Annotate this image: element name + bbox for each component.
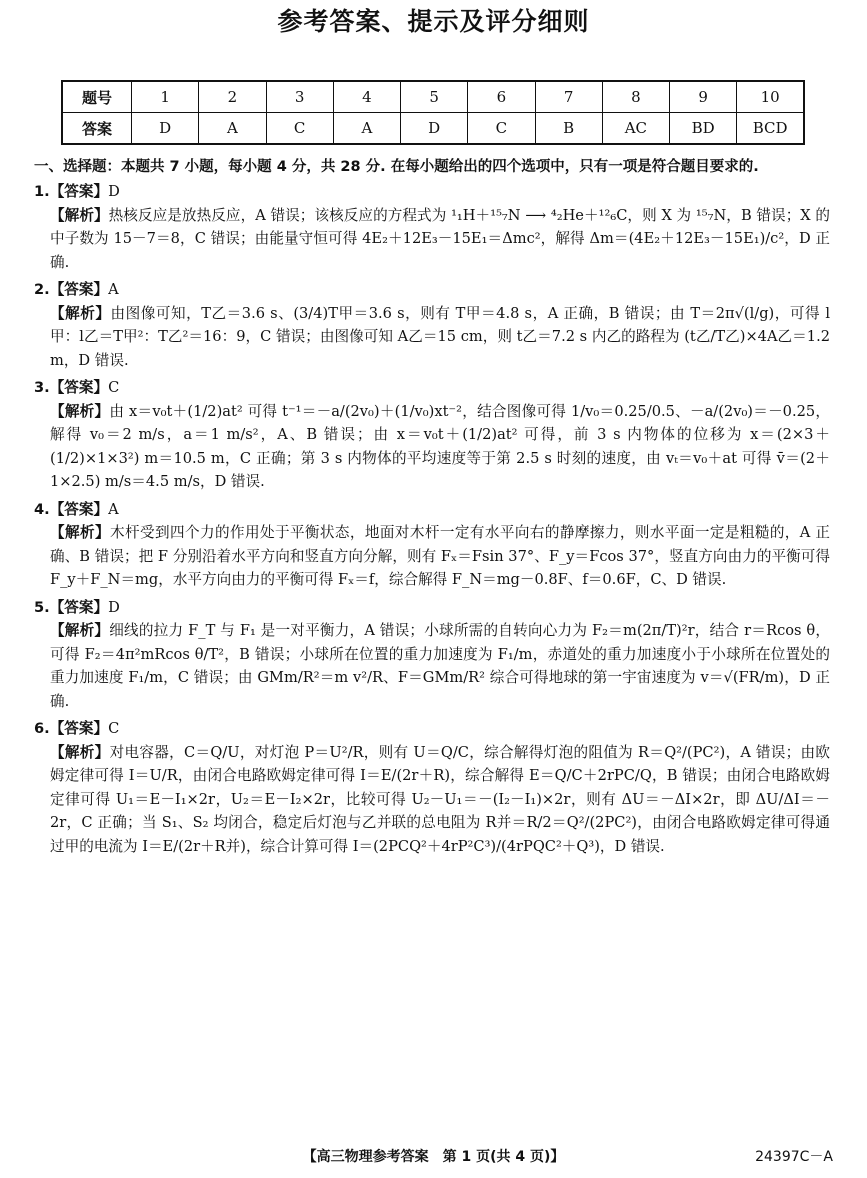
answer-tag: 【答案】: [49, 500, 109, 518]
table-row-answers: [62, 113, 804, 145]
table-cell: BCD: [737, 113, 804, 145]
question-block: [34, 498, 830, 592]
answer-line: [34, 376, 830, 400]
question-block: [34, 376, 830, 494]
answer-line: [34, 278, 830, 302]
table-cell: 6: [468, 81, 535, 113]
question-block: [34, 278, 830, 372]
section-heading: 一、选择题：本题共 7 小题，每小题 4 分，共 28 分. 在每小题给出的四个选项中，只有一项是符合题目要求的.: [34, 159, 759, 175]
table-cell: B: [535, 113, 602, 145]
question-block: [34, 596, 830, 714]
explanation-text: 细线的拉力 F_T 与 F₁ 是一对平衡力，A 错误；小球所需的自转向心力为 F₂＝m(2π/T)²r，结合 r＝Rcos θ，可得 F₂＝4π²mRcos θ/T²，B 错误；小球所在位置的重力加速度为 F₁/m，赤道处的重力加速度小于小球所在位置处的重力加速度 F₁/m，C 错误；由 GMm/R²＝m v²/R、F＝GMm/R² 综合可得地球的第一宇宙速度为 v＝√(FR/m)，D 正确.: [50, 622, 830, 710]
table-cell: A: [333, 113, 400, 145]
table-cell: 9: [670, 81, 737, 113]
explanation-text: 由图像可知，T乙＝3.6 s、(3/4)T甲＝3.6 s，则有 T甲＝4.8 s，A 正确，B 错误；由 T＝2π√(l/g)，可得 l甲：l乙＝T甲²：T乙²＝16：9，C 错误；由图像可知 A乙＝15 cm，则 t乙＝7.2 s 内乙的路程为 (t乙/T乙)×4A乙＝1.2 m，D 错误.: [50, 304, 830, 369]
answer-value: A: [108, 500, 119, 518]
explain-tag: 【解析】: [50, 524, 110, 541]
explanation-text: 木杆受到四个力的作用处于平衡状态，地面对木杆一定有水平向右的静摩擦力，则水平面一定是粗糙的，A 正确、B 错误；把 F 分别沿着水平方向和竖直方向分解，则有 Fₓ＝Fsin 37°、F_y＝Fcos 37°，竖直方向由力的平衡可得 F_y＋F_N＝mg，水平方向由力的平衡可得 Fₓ＝f，综合解得 F_N＝mg－0.8F、f＝0.6F，C、D 错误.: [50, 524, 830, 588]
table-cell: D: [401, 113, 468, 145]
question-block: [34, 717, 830, 858]
row-header-answer: 答案: [62, 113, 132, 145]
answer-table: [61, 80, 805, 145]
answer-line: [34, 498, 830, 522]
explain-tag: 【解析】: [50, 743, 110, 761]
answer-tag: 【答案】: [49, 720, 109, 737]
explain-tag: 【解析】: [50, 402, 110, 420]
table-row-numbers: [62, 81, 804, 113]
answer-tag: 【答案】: [49, 281, 109, 298]
explanation: [34, 400, 830, 494]
question-block: [34, 180, 830, 274]
answer-content: [34, 180, 830, 862]
answer-line: [34, 180, 830, 204]
answer-tag: 【答案】: [49, 379, 109, 396]
question-number: 5.: [34, 598, 50, 616]
answer-value: C: [108, 720, 120, 737]
question-number: 2.: [34, 281, 50, 298]
explanation: [34, 521, 830, 592]
answer-line: [34, 717, 830, 741]
question-number: 6.: [34, 720, 50, 737]
explain-tag: 【解析】: [50, 304, 111, 322]
explanation: [34, 619, 830, 713]
table-cell: C: [266, 113, 333, 145]
explanation: [34, 204, 830, 275]
question-number: 4.: [34, 500, 50, 518]
table-cell: 7: [535, 81, 602, 113]
footer-code: 24397C－A: [755, 1149, 833, 1165]
explanation-text: 对电容器，C＝Q/U，对灯泡 P＝U²/R，则有 U＝Q/C，综合解得灯泡的阻值为 R＝Q²/(PC²)，A 错误；由欧姆定律可得 I＝U/R，由闭合电路欧姆定律可得 I＝E/(2r＋R)，综合解得 E＝Q/C＋2rPC/Q，B 错误；由闭合电路欧姆定律可得 U₁＝E－I₁×2r，U₂＝E－I₂×2r，比较可得 U₂－U₁＝－(I₂－I₁)×2r，则有 ΔU＝－ΔI×2r，即 ΔU/ΔI＝－2r，C 正确；当 S₁、S₂ 均闭合，稳定后灯泡与乙并联的总电阻为 R并＝R/2＝Q²/(2PC²)，由闭合电路欧姆定律可得通过甲的电流为 I＝E/(2r＋R并)，综合计算可得 I＝(2PCQ²＋4rP²C³)/(4rPQC²＋Q³)，D 错误.: [50, 743, 830, 855]
table-cell: BD: [670, 113, 737, 145]
answer-value: C: [108, 379, 120, 396]
table-cell: A: [199, 113, 266, 145]
page-title: 参考答案、提示及评分细则: [277, 7, 590, 36]
footer-page-info: 【高三物理参考答案 第 1 页(共 4 页)】: [302, 1149, 565, 1165]
question-number: 3.: [34, 379, 50, 396]
answer-tag: 【答案】: [49, 598, 109, 616]
table-cell: 4: [333, 81, 400, 113]
answer-value: D: [108, 598, 120, 616]
explanation: [34, 302, 830, 373]
explanation-text: 由 x＝v₀t＋(1/2)at² 可得 t⁻¹＝－a/(2v₀)＋(1/v₀)xt⁻²，结合图像可得 1/v₀＝0.25/0.5、－a/(2v₀)＝－0.25，解得 v₀＝2 m/s，a＝1 m/s²，A、B 错误；由 x＝v₀t＋(1/2)at² 可得，前 3 s 内物体的位移为 x＝(2×3＋(1/2)×1×3²) m＝10.5 m，C 正确；第 3 s 内物体的平均速度等于第 2.5 s 时刻的速度，由 vₜ＝v₀＋at 可得 v̄＝(2＋1×2.5) m/s＝4.5 m/s，D 错误.: [50, 402, 830, 490]
answer-value: A: [108, 281, 119, 298]
row-header-number: 题号: [62, 81, 132, 113]
explain-tag: 【解析】: [50, 206, 109, 224]
answer-line: [34, 596, 830, 620]
table-cell: C: [468, 113, 535, 145]
table-cell: 2: [199, 81, 266, 113]
table-cell: 1: [132, 81, 199, 113]
table-cell: 5: [401, 81, 468, 113]
table-cell: AC: [602, 113, 669, 145]
explanation-text: 热核反应是放热反应，A 错误；该核反应的方程式为 ¹₁H＋¹⁵₇N ⟶ ⁴₂He＋¹²₆C，则 X 为 ¹⁵₇N，B 错误；X 的中子数为 15－7＝8，C 错误；由能量守恒可得 4E₂＋12E₃－15E₁＝Δmc²，解得 Δm＝(4E₂＋12E₃－15E₁)/c²，D 正确.: [50, 206, 830, 271]
table-cell: 8: [602, 81, 669, 113]
question-number: 1.: [34, 183, 50, 200]
table-cell: 10: [737, 81, 804, 113]
explain-tag: 【解析】: [50, 622, 110, 639]
table-cell: 3: [266, 81, 333, 113]
answer-tag: 【答案】: [49, 183, 109, 200]
explanation: [34, 741, 830, 859]
answer-value: D: [108, 183, 120, 200]
table-cell: D: [132, 113, 199, 145]
